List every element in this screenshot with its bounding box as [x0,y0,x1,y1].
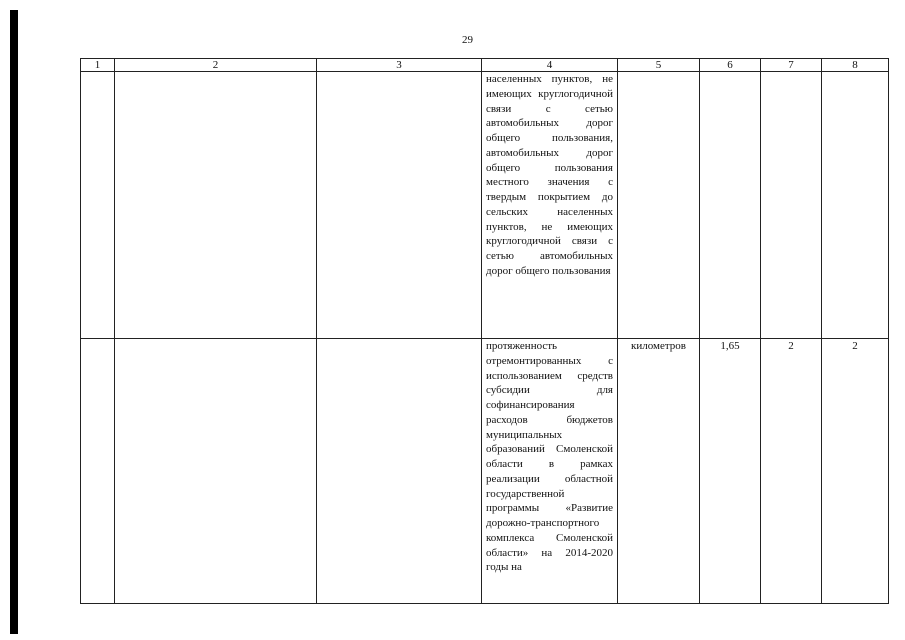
value-cell-8: 2 [822,339,889,604]
scan-edge-bar [10,10,18,634]
cell-col3 [317,72,482,339]
header-cell-5: 5 [618,59,700,72]
indicator-name-cell: населенных пунктов, не имеющих круглогодичной связи с сетью автомобильных дорог общего пользования, автомобильных дорог общего пользования местного значения с твердым покрытием до сельских населенных пунктов, не имеющих круглогодичной связи с сетью автомобильных дорог общего пользования [482,72,618,339]
header-cell-8: 8 [822,59,889,72]
cell-col2 [115,339,317,604]
unit-cell: километров [618,339,700,604]
table-row [81,339,889,604]
header-cell-2: 2 [115,59,317,72]
header-cell-4: 4 [482,59,618,72]
cell-col1 [81,72,115,339]
page-number: 29 [462,34,473,46]
indicator-table [80,58,889,604]
header-cell-7: 7 [761,59,822,72]
value-cell-7 [761,72,822,339]
header-cell-6: 6 [700,59,761,72]
header-cell-3: 3 [317,59,482,72]
table-header-row [81,59,889,72]
value-cell-7: 2 [761,339,822,604]
value-cell-6 [700,72,761,339]
table-row [81,72,889,339]
indicator-name-cell: протяженность отремонтированных с использованием средств субсидии для софинансирования расходов бюджетов муниципальных образований Смоленской области в рамках реализации областной государственной программы «Развитие дорожно-транспортного комплекса Смоленской области» на 2014-2020 годы на [482,339,618,604]
cell-col1 [81,339,115,604]
unit-cell [618,72,700,339]
value-cell-8 [822,72,889,339]
cell-col3 [317,339,482,604]
header-cell-1: 1 [81,59,115,72]
value-cell-6: 1,65 [700,339,761,604]
cell-col2 [115,72,317,339]
